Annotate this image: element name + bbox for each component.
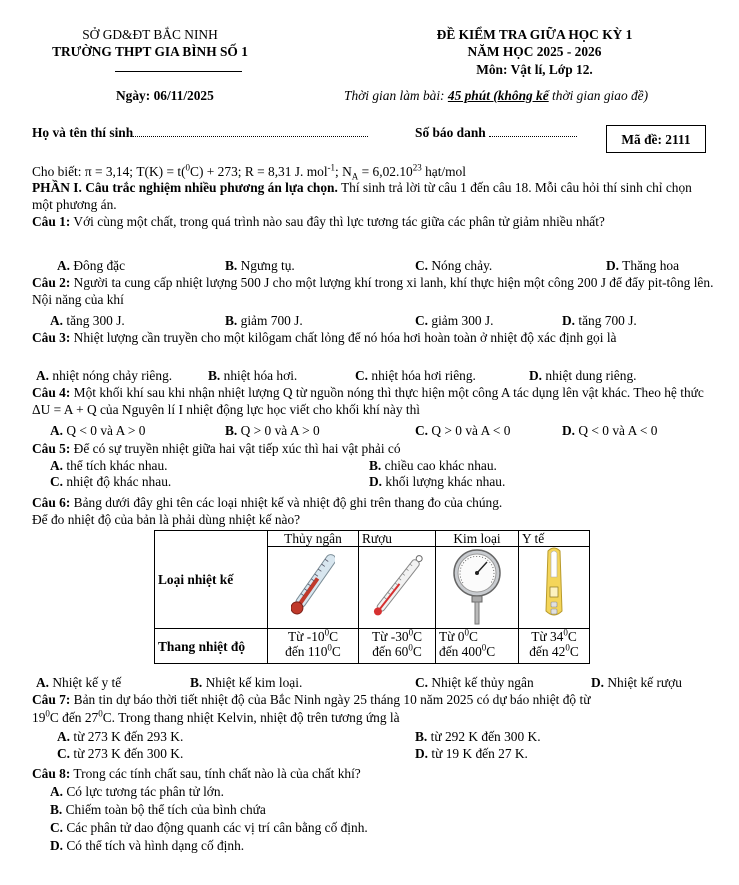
question-8: Câu 8: Trong các tính chất sau, tính chất nào là của chất khí? <box>32 766 361 781</box>
q5-option-a[interactable]: A. thể tích khác nhau. <box>50 458 168 473</box>
question-7: Câu 7: Bản tin dự báo thời tiết nhiệt độ của Bắc Ninh ngày 25 tháng 10 năm 2025 có dự báo nhiệt độ từ <box>32 692 591 707</box>
q8-option-d[interactable]: D. Có thể tích và hình dạng cố định. <box>50 838 245 853</box>
student-name-label: Họ và tên thí sinh <box>32 125 368 142</box>
header-divider <box>115 71 242 72</box>
row-label-range: Thang nhiệt độ <box>155 629 268 664</box>
school-name: TRƯỜNG THPT GIA BÌNH SỐ 1 <box>52 44 248 59</box>
subject: Môn: Vật lí, Lớp 12. <box>476 62 593 77</box>
alcohol-thermometer-image <box>359 547 436 629</box>
alcohol-thermometer-icon <box>367 547 427 625</box>
range-metal: Từ $0^0C$ đến $400^0C$ <box>436 629 519 664</box>
mercury-thermometer-image <box>268 547 359 629</box>
q5-option-d[interactable]: D. khối lượng khác nhau. <box>369 474 506 489</box>
question-6-line2: Để đo nhiệt độ của bản là phải dùng nhiệt kế nào? <box>32 512 301 527</box>
exam-code-box: Mã đề: 2111 <box>606 125 706 153</box>
digital-thermometer-icon <box>534 547 574 625</box>
question-1: Câu 1: Với cùng một chất, trong quá trình nào sau đây thì lực tương tác giữa các phân tử giảm nhiều nhất? <box>32 214 605 229</box>
header-mercury: Thủy ngân <box>268 531 359 547</box>
q8-option-c[interactable]: C. Các phân tử dao động quanh các vị trí cân bằng cố định. <box>50 820 368 835</box>
q2-option-c[interactable]: C. giảm 300 J. <box>415 313 494 328</box>
question-6: Câu 6: Bảng dưới đây ghi tên các loại nhiệt kế và nhiệt độ ghi trên thang đo của chúng. <box>32 495 503 510</box>
dept-name: SỞ GD&ĐT BẮC NINH <box>82 27 218 42</box>
exam-title: ĐỀ KIỂM TRA GIỮA HỌC KỲ 1 <box>436 27 633 42</box>
q2-option-a[interactable]: A. tăng 300 J. <box>50 313 125 328</box>
student-id-label: Số báo danh <box>415 125 577 142</box>
range-alcohol: Từ $-30^0C$ đến $60^0C$ <box>359 629 436 664</box>
q2-option-b[interactable]: B. giảm 700 J. <box>225 313 303 328</box>
exam-date: Ngày: 06/11/2025 <box>116 88 214 103</box>
q1-option-d[interactable]: D. Thăng hoa <box>606 258 680 273</box>
q8-option-a[interactable]: A. Có lực tương tác phân tử lớn. <box>50 784 224 799</box>
mercury-thermometer-icon <box>291 547 335 623</box>
part1-instruction: PHẦN I. Câu trắc nghiệm nhiều phương án lựa chọn. Thí sinh trả lời từ câu 1 đến câu 18. Mỗi câu hỏi thí sinh chỉ chọn một phương án. <box>32 180 692 212</box>
q3-option-d[interactable]: D. nhiệt dung riêng. <box>529 368 637 383</box>
q6-option-b[interactable]: B. Nhiệt kế kim loại. <box>190 675 303 690</box>
q1-option-b[interactable]: B. Ngưng tụ. <box>225 258 295 273</box>
q6-option-c[interactable]: C. Nhiệt kế thủy ngân <box>415 675 534 690</box>
school-year: NĂM HỌC 2025 - 2026 <box>467 44 602 59</box>
q5-option-c[interactable]: C. nhiệt độ khác nhau. <box>50 474 172 489</box>
question-4: Câu 4: Một khối khí sau khi nhận nhiệt lượng Q từ nguồn nóng thì thực hiện một công A tác dụng lên vật khác. Theo hệ thức ΔU = A + Q của Nguyên lí I nhiệt động lực học viết cho khối khí này thì <box>32 385 704 417</box>
q3-option-c[interactable]: C. nhiệt hóa hơi riêng. <box>355 368 476 383</box>
question-2: Câu 2: Người ta cung cấp nhiệt lượng 500 J cho một lượng khí trong xi lanh, khí thực hiện một công 200 J để đẩy pit-tông lên. Nội năng của khí <box>32 275 714 307</box>
q7-option-b[interactable]: B. từ 292 K đến 300 K. <box>415 729 541 744</box>
q5-option-b[interactable]: B. chiều cao khác nhau. <box>369 458 497 473</box>
metal-thermometer-image <box>436 547 519 629</box>
q6-option-a[interactable]: A. Nhiệt kế y tế <box>36 675 122 690</box>
q7-option-d[interactable]: D. từ 19 K đến 27 K. <box>415 746 528 761</box>
dial-thermometer-icon <box>445 547 509 625</box>
q7-option-a[interactable]: A. từ 273 K đến 293 K. <box>57 729 184 744</box>
medical-thermometer-image <box>519 547 590 629</box>
q4-option-a[interactable]: A. Q < 0 và A > 0 <box>50 423 146 438</box>
q3-option-b[interactable]: B. nhiệt hóa hơi. <box>208 368 298 383</box>
givens: Cho biết: π = 3,14; T(K) = t($^0$C) + 273; R = 8,31 J. mol$^{-1}$; $N_A = 6,02.10^{23}$ hạt/mol <box>32 162 466 182</box>
q6-option-d[interactable]: D. Nhiệt kế rượu <box>591 675 682 690</box>
question-3: Câu 3: Nhiệt lượng cần truyền cho một kilôgam chất lỏng để nó hóa hơi hoàn toàn ở nhiệt độ xác định gọi là <box>32 330 617 345</box>
row-label-type: Loại nhiệt kế <box>155 531 268 629</box>
question-7-line2: $19^0C$ đến $27^0C$. Trong thang nhiệt Kelvin, nhiệt độ trên tương ứng là <box>32 708 400 725</box>
q4-option-c[interactable]: C. Q > 0 và A < 0 <box>415 423 511 438</box>
thermometer-table <box>154 530 590 664</box>
exam-time: Thời gian làm bài: 45 phút (không kể thời gian giao đề) <box>344 88 649 103</box>
header-medical: Y tế <box>519 531 590 547</box>
q3-option-a[interactable]: A. nhiệt nóng chảy riêng. <box>36 368 173 383</box>
q4-option-b[interactable]: B. Q > 0 và A > 0 <box>225 423 320 438</box>
q7-option-c[interactable]: C. từ 273 K đến 300 K. <box>57 746 184 761</box>
range-medical: Từ $34^0C$ đến $42^0C$ <box>519 629 590 664</box>
header-alcohol: Rượu <box>359 531 436 547</box>
question-5: Câu 5: Để có sự truyền nhiệt giữa hai vật tiếp xúc thì hai vật phải có <box>32 441 401 456</box>
q1-option-c[interactable]: C. Nóng chảy. <box>415 258 493 273</box>
q4-option-d[interactable]: D. Q < 0 và A < 0 <box>562 423 658 438</box>
q2-option-d[interactable]: D. tăng 700 J. <box>562 313 637 328</box>
range-mercury: Từ $-10^0C$ đến $110^0C$ <box>268 629 359 664</box>
q8-option-b[interactable]: B. Chiếm toàn bộ thể tích của bình chứa <box>50 802 266 817</box>
q1-option-a[interactable]: A. Đông đặc <box>57 258 126 273</box>
header-metal: Kim loại <box>436 531 519 547</box>
